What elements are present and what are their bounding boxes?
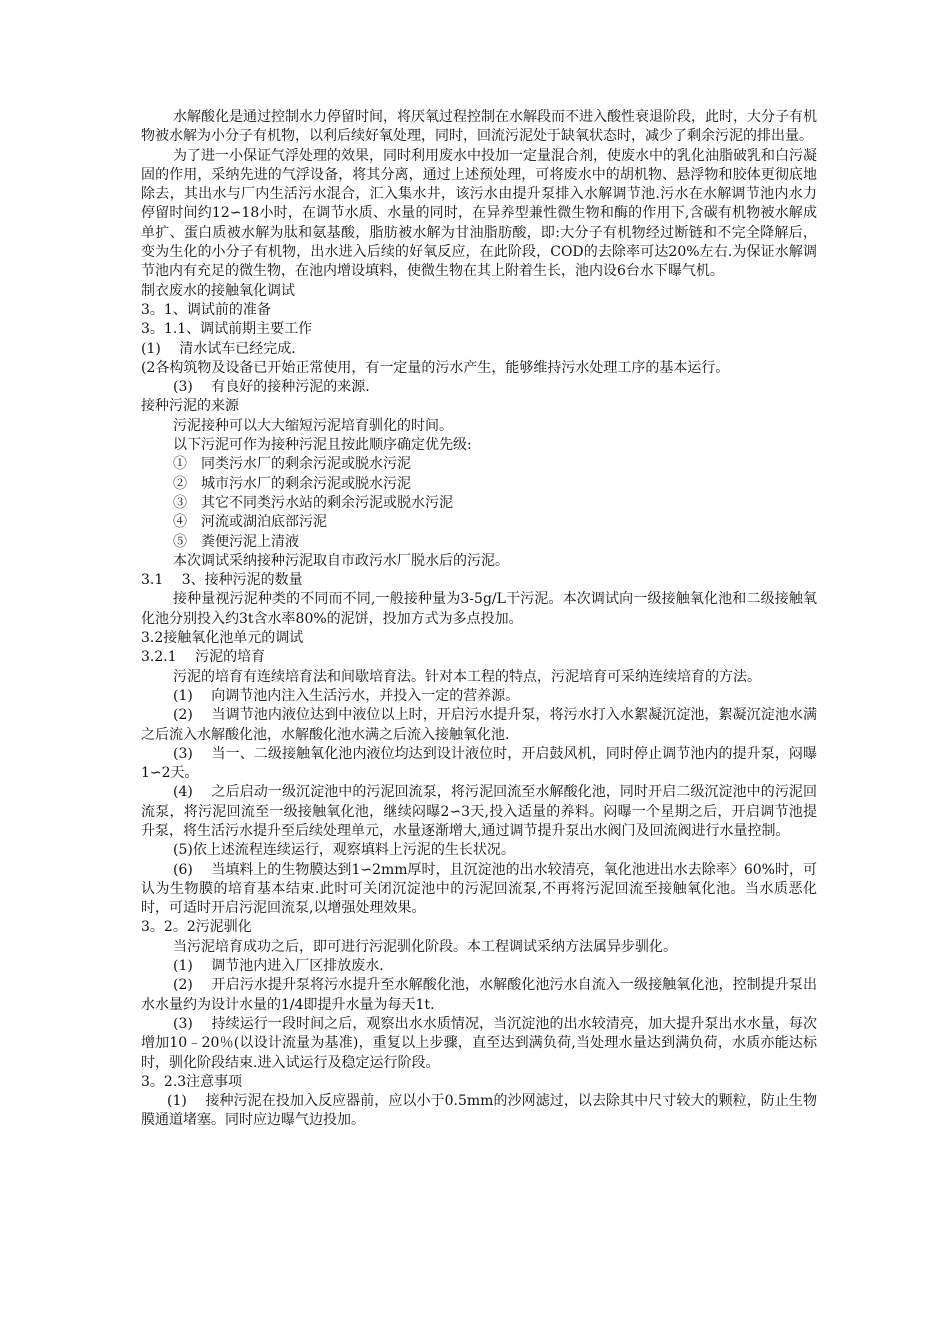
paragraph: (2) 当调节池内液位达到中液位以上时，开启污水提升泵，将污水打入水絮凝沉淀池，絮凝沉淀池水满之后流入水解酸化池，水解酸化池水满之后流入接触氧化池. <box>141 707 817 743</box>
section-heading: 3.2接触氧化池单元的调试 <box>141 630 304 647</box>
section-heading: 3。2。2污泥驯化 <box>141 919 252 936</box>
paragraph: 以下污泥可作为接种污泥且按此顺序确定优先级: <box>173 437 472 454</box>
paragraph: 接种量视污泥种类的不同而不同,一般接种量为3-5g/L干污泥。本次调试向一级接触氧化池和二级接触氧化池分别投入约3t含水率80%的泥饼，投加方式为多点投加。 <box>141 591 817 627</box>
section-heading: (1) 清水试车已经完成. <box>141 340 296 357</box>
paragraph: (1) 接种污泥在投加入反应器前，应以小于0.5mm的沙网滤过，以去除其中尺寸较大的颗粒，防止生物膜通道堵塞。同时应边曝气边投加。 <box>141 1093 817 1129</box>
paragraph: (5)依上述流程连续运行，观察填料上污泥的生长状况。 <box>173 842 515 859</box>
document-body <box>141 108 817 1131</box>
paragraph: (2) 开启污水提升泵将污水提升至水解酸化池，水解酸化池污水自流入一级接触氧化池，控制提升泵出水水量约为设计水量的1/4即提升水量为每天1t. <box>141 977 817 1013</box>
paragraph: ② 城市污水厂的剩余污泥或脱水污泥 <box>173 475 411 492</box>
paragraph: (3) 有良好的接种污泥的来源. <box>173 379 370 396</box>
paragraph: (4) 之后启动一级沉淀池中的污泥回流泵，将污泥回流至水解酸化池，同时开启二级沉淀池中的污泥回流泵，将污泥回流至一级接触氧化池，继续闷曝2∽3天,投入适量的养料。闷曝一个星期之后，开启调节池提升泵，将生活污水提升至后续处理单元，水量逐渐增大,通过调节提升泵出水阀门及回流阀进行水量控制。 <box>141 784 817 839</box>
section-heading: 接种污泥的来源 <box>141 398 239 415</box>
section-heading: 3.1 3、接种污泥的数量 <box>141 572 303 589</box>
paragraph: ① 同类污水厂的剩余污泥或脱水污泥 <box>173 456 411 473</box>
section-heading: (2各构筑物及设备已开始正常使用，有一定量的污水产生，能够维持污水处理工序的基本运行。 <box>141 359 730 376</box>
paragraph: (1) 调节池内进入厂区排放废水. <box>173 958 384 975</box>
paragraph: 本次调试采纳接种污泥取自市政污水厂脱水后的污泥。 <box>173 552 509 569</box>
paragraph: 为了进一小保证气浮处理的效果，同时利用废水中投加一定量混合剂，使废水中的乳化油脂破乳和白污凝固的作用，采纳先进的气浮设备，将其分离，通过上述预处理，可将废水中的胡机物、悬浮物和胶体更彻底地除去，其出水与厂内生活污水混合，汇入集水井，该污水由提升泵排入水解调节池.污水在水解调节池内水力停留时间约12∽18小时，在调节水质、水量的同时，在异养型兼性微生物和酶的作用下,含碳有机物被水解成单扩、蛋白质被水解为肽和氨基酸，脂肪被水解为甘油脂肪酸，即:大分子有机物经过断链和不完全降解后，变为生化的小分子有机物，出水进入后续的好氧反应，在此阶段，COD的去除率可达20%左右.为保证水解调节池内有充足的微生物，在池内增设填料，使微生物在其上附着生长，池内设6台水下曝气机。 <box>141 147 817 280</box>
paragraph: (6) 当填料上的生物膜达到1∽2mm厚时，且沉淀池的出水较清亮，氧化池进出水去除率〉60%时，可认为生物膜的培育基本结束.此时可关闭沉淀池中的污泥回流泵,不再将污泥回流至接触氧化池。当水质恶化时，可适时开启污泥回流泵,以增强处理效果。 <box>141 861 817 917</box>
section-heading: 3。1、调试前的准备 <box>141 301 271 318</box>
paragraph: 水解酸化是通过控制水力停留时间，将厌氧过程控制在水解段而不进入酸性衰退阶段，此时，大分子有机物被水解为小分子有机物，以利后续好氧处理，同时，回流污泥处于缺氧状态时，减少了剩余污泥的排出量。 <box>141 109 817 145</box>
paragraph: 当污泥培育成功之后，即可进行污泥驯化阶段。本工程调试采纳方法属异步驯化。 <box>173 938 677 955</box>
section-heading: 3。1.1、调试前期主要工作 <box>141 321 313 338</box>
section-heading: 制衣废水的接触氧化调试 <box>141 282 295 299</box>
paragraph: ③ 其它不同类污水站的剩余污泥或脱水污泥 <box>173 494 453 511</box>
paragraph: (3) 当一、二级接触氧化池内液位均达到设计液位时，开启鼓风机，同时停止调节池内的提升泵，闷曝1∽2天。 <box>141 745 817 782</box>
section-heading: 3。2.3注意事项 <box>141 1073 243 1090</box>
paragraph: (1) 向调节池内注入生活污水，并投入一定的营养源。 <box>173 687 520 704</box>
paragraph: ⑤ 粪便污泥上清液 <box>173 533 299 550</box>
section-heading: 3.2.1 污泥的培育 <box>141 649 266 666</box>
paragraph: 污泥接种可以大大缩短污泥培育驯化的时间。 <box>173 417 453 434</box>
paragraph: (3) 持续运行一段时间之后，观察出水水质情况，当沉淀池的出水较清亮，加大提升泵出水水量，每次增加10﹣20％(以设计流量为基准)，重复以上步骤，直至达到满负荷,当处理水量达到满负荷，水质亦能达标时，驯化阶段结束.进入试运行及稳定运行阶段。 <box>141 1015 817 1071</box>
paragraph: 污泥的培育有连续培育法和间歇培育法。针对本工程的特点，污泥培育可采纳连续培育的方法。 <box>173 668 761 685</box>
paragraph: ④ 河流或湖泊底部污泥 <box>173 514 327 531</box>
